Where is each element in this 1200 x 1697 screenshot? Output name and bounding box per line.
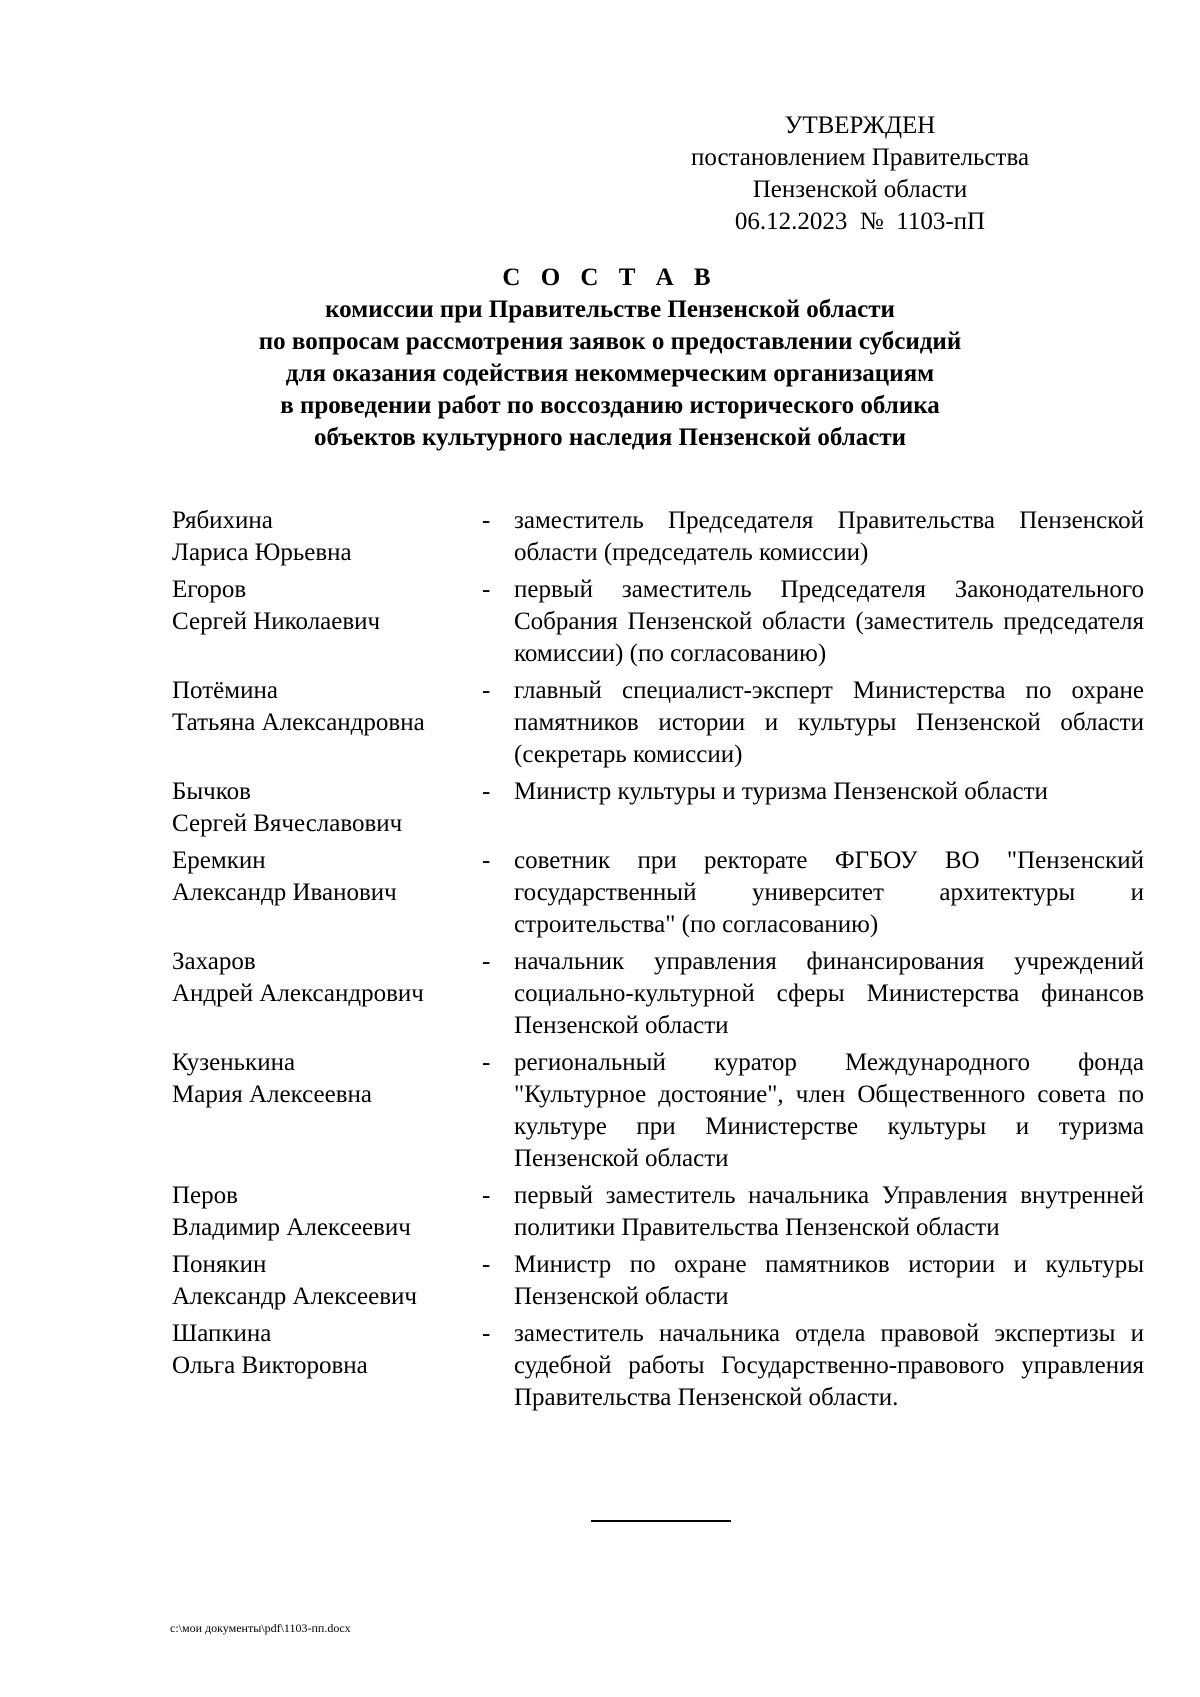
member-dash: -	[482, 576, 491, 603]
member-surname: Бычков	[172, 778, 251, 805]
member-row	[172, 1249, 1144, 1313]
member-dash: -	[482, 948, 491, 975]
member-given-names: Сергей Вячеславович	[172, 810, 403, 837]
approval-stamp: УТВЕРЖДЕН	[784, 112, 936, 139]
member-surname: Потёмина	[172, 677, 278, 704]
member-surname: Кузенькина	[172, 1049, 296, 1076]
footer-file-path: c:\мои документы\pdf\1103-пп.docx	[170, 1621, 351, 1635]
member-dash: -	[482, 1182, 491, 1209]
heading-line: объектов культурного наследия Пензенской области	[313, 424, 907, 451]
member-role: заместитель начальника отдела правовой экспертизы и судебной работы Государственно-правового управления Правительства Пензенской области.	[514, 1320, 1144, 1411]
member-role: заместитель Председателя Правительства Пензенской области (председатель комиссии)	[514, 507, 1144, 566]
member-name	[172, 1047, 482, 1175]
member-name	[172, 505, 482, 569]
heading-line: комиссии при Правительстве Пензенской области	[325, 296, 895, 323]
member-dash: -	[482, 507, 491, 534]
member-role: главный специалист-эксперт Министерства по охране памятников истории и культуры Пензенской области (секретарь комиссии)	[514, 677, 1144, 768]
member-given-names: Сергей Николаевич	[172, 608, 381, 635]
member-row	[172, 776, 1144, 840]
member-surname: Шапкина	[172, 1320, 272, 1347]
member-row	[172, 1180, 1144, 1244]
member-dash: -	[482, 1251, 491, 1278]
member-dash: -	[482, 778, 491, 805]
member-given-names: Андрей Александрович	[172, 980, 424, 1007]
member-given-names: Мария Алексеевна	[172, 1081, 372, 1108]
member-given-names: Татьяна Александровна	[172, 709, 425, 736]
member-dash: -	[482, 1049, 491, 1076]
member-dash: -	[482, 847, 491, 874]
member-dash: -	[482, 677, 491, 704]
member-name	[172, 1249, 482, 1313]
approval-region: Пензенской области	[752, 176, 968, 203]
member-row	[172, 675, 1144, 771]
member-role: первый заместитель Председателя Законодательного Собрания Пензенской области (заместитель председателя комиссии) (по согласованию)	[514, 576, 1144, 667]
member-surname: Захаров	[172, 948, 256, 975]
document-title: С О С Т А В	[502, 264, 718, 291]
member-row	[172, 505, 1144, 569]
members-list	[172, 505, 1144, 1419]
end-separator-line	[591, 1520, 731, 1522]
approval-by-resolution: постановлением Правительства	[690, 144, 1030, 171]
member-role: Министр по охране памятников истории и культуры Пензенской области	[514, 1251, 1144, 1310]
member-given-names: Александр Алексеевич	[172, 1283, 417, 1310]
member-surname: Понякин	[172, 1251, 267, 1278]
member-dash: -	[482, 1320, 491, 1347]
member-given-names: Ольга Викторовна	[172, 1352, 368, 1379]
member-row	[172, 1047, 1144, 1175]
member-name	[172, 845, 482, 941]
member-surname: Еремкин	[172, 847, 266, 874]
member-role: региональный куратор Международного фонда "Культурное достояние", член Общественного совета по культуре при Министерстве культуры и туризма Пензенской области	[514, 1049, 1144, 1172]
member-row	[172, 845, 1144, 941]
member-given-names: Владимир Алексеевич	[172, 1214, 411, 1241]
member-role: советник при ректорате ФГБОУ ВО "Пензенский государственный университет архитектуры и строительства" (по согласованию)	[514, 847, 1144, 938]
approval-date-number: 06.12.2023 № 1103-пП	[734, 208, 986, 235]
member-role: начальник управления финансирования учреждений социально-культурной сферы Министерства финансов Пензенской области	[514, 948, 1144, 1039]
heading-line: для оказания содействия некоммерческим организациям	[285, 360, 935, 387]
member-row	[172, 1318, 1144, 1414]
member-name	[172, 946, 482, 1042]
member-given-names: Лариса Юрьевна	[172, 539, 352, 566]
member-surname: Рябихина	[172, 507, 273, 534]
member-name	[172, 574, 482, 670]
heading-line: в проведении работ по воссозданию исторического облика	[280, 392, 940, 419]
member-role: Министр культуры и туризма Пензенской области	[514, 778, 1048, 805]
member-name	[172, 1318, 482, 1414]
member-role: первый заместитель начальника Управления внутренней политики Правительства Пензенской области	[514, 1182, 1144, 1241]
member-row	[172, 946, 1144, 1042]
approval-block	[640, 110, 1080, 238]
member-given-names: Александр Иванович	[172, 879, 397, 906]
member-name	[172, 1180, 482, 1244]
member-row	[172, 574, 1144, 670]
document-heading	[150, 262, 1070, 454]
member-surname: Перов	[172, 1182, 238, 1209]
member-surname: Егоров	[172, 576, 247, 603]
member-name	[172, 776, 482, 840]
member-name	[172, 675, 482, 771]
heading-line: по вопросам рассмотрения заявок о предоставлении субсидий	[258, 328, 962, 355]
